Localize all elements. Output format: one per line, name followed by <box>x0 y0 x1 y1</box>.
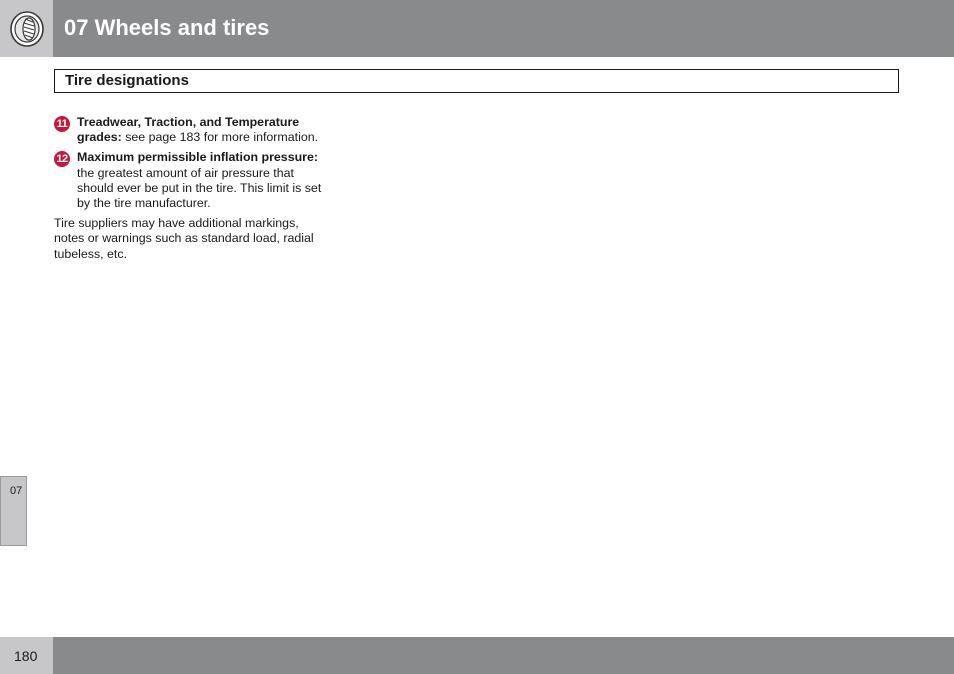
list-item-11 <box>54 115 322 145</box>
chapter-icon-box <box>0 0 53 57</box>
item-term: Treadwear, Traction, and Temperature grades: <box>77 115 300 145</box>
callout-badge-11: 11 <box>54 116 70 132</box>
chapter-title: 07 Wheels and tires <box>64 15 270 40</box>
list-item-12 <box>54 150 322 211</box>
item-text: see page 183 for more information. <box>121 130 319 145</box>
note-paragraph: Tire suppliers may have additional markings, notes or warnings such as standard load, radial tubeless, etc. <box>54 216 314 261</box>
item-term: Maximum permissible inflation pressure: <box>77 150 318 165</box>
section-title: Tire designations <box>65 72 189 89</box>
page-number: 180 <box>14 648 38 664</box>
item-text: the greatest amount of air pressure that should ever be put in the tire. This limit is set by the tire manufacturer. <box>77 165 322 211</box>
side-tab-label: 07 <box>10 485 23 497</box>
chapter-header <box>53 0 954 57</box>
footer-bar <box>53 637 954 674</box>
page-number-box <box>0 637 53 674</box>
tire-icon <box>9 10 45 48</box>
callout-badge-12: 12 <box>54 151 70 167</box>
chapter-side-tab <box>0 476 27 546</box>
section-heading-box <box>54 69 899 93</box>
body-column <box>54 115 322 262</box>
